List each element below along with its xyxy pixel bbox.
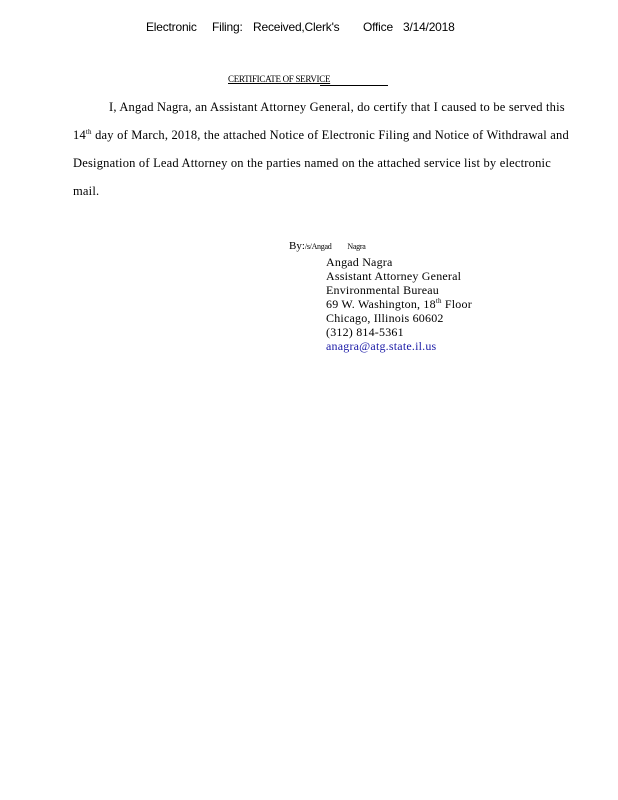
signature-last: Nagra bbox=[347, 242, 366, 251]
title-underline bbox=[320, 85, 388, 86]
header-office: Office bbox=[363, 20, 393, 34]
header-filing: Filing: bbox=[212, 20, 243, 34]
signature-first: /s/Angad bbox=[304, 242, 332, 251]
header-date: 3/14/2018 bbox=[403, 20, 455, 34]
certificate-title: CERTIFICATE OF SERVICE bbox=[228, 74, 331, 84]
signer-phone: (312) 814-5361 bbox=[326, 325, 404, 339]
body-line-4: mail. bbox=[73, 184, 100, 198]
signer-city: Chicago, Illinois 60602 bbox=[326, 311, 444, 325]
signer-name: Angad Nagra bbox=[326, 255, 393, 269]
body-line-3: Designation of Lead Attorney on the parties named on the attached service list by electronic bbox=[73, 156, 551, 170]
body-day: 14 bbox=[73, 128, 86, 142]
body-day-suffix: th bbox=[85, 127, 92, 136]
by-label: By: bbox=[289, 240, 305, 252]
header-electronic: Electronic bbox=[146, 20, 197, 34]
signer-street: 69 W. Washington, 18th Floor bbox=[326, 297, 472, 311]
body-line-2-text: day of March, 2018, the attached Notice of Electronic Filing and Notice of Withdrawal and bbox=[91, 128, 569, 142]
body-line-1: I, Angad Nagra, an Assistant Attorney General, do certify that I caused to be served this bbox=[109, 100, 565, 114]
signature-line bbox=[289, 240, 365, 252]
signer-email-link[interactable]: anagra@atg.state.il.us bbox=[326, 339, 437, 353]
header-received-clerks: Received,Clerk's bbox=[253, 20, 340, 34]
body-line-2 bbox=[73, 128, 569, 143]
signer-bureau: Environmental Bureau bbox=[326, 283, 439, 297]
floor-suffix: th bbox=[435, 297, 442, 305]
signer-role: Assistant Attorney General bbox=[326, 269, 462, 283]
